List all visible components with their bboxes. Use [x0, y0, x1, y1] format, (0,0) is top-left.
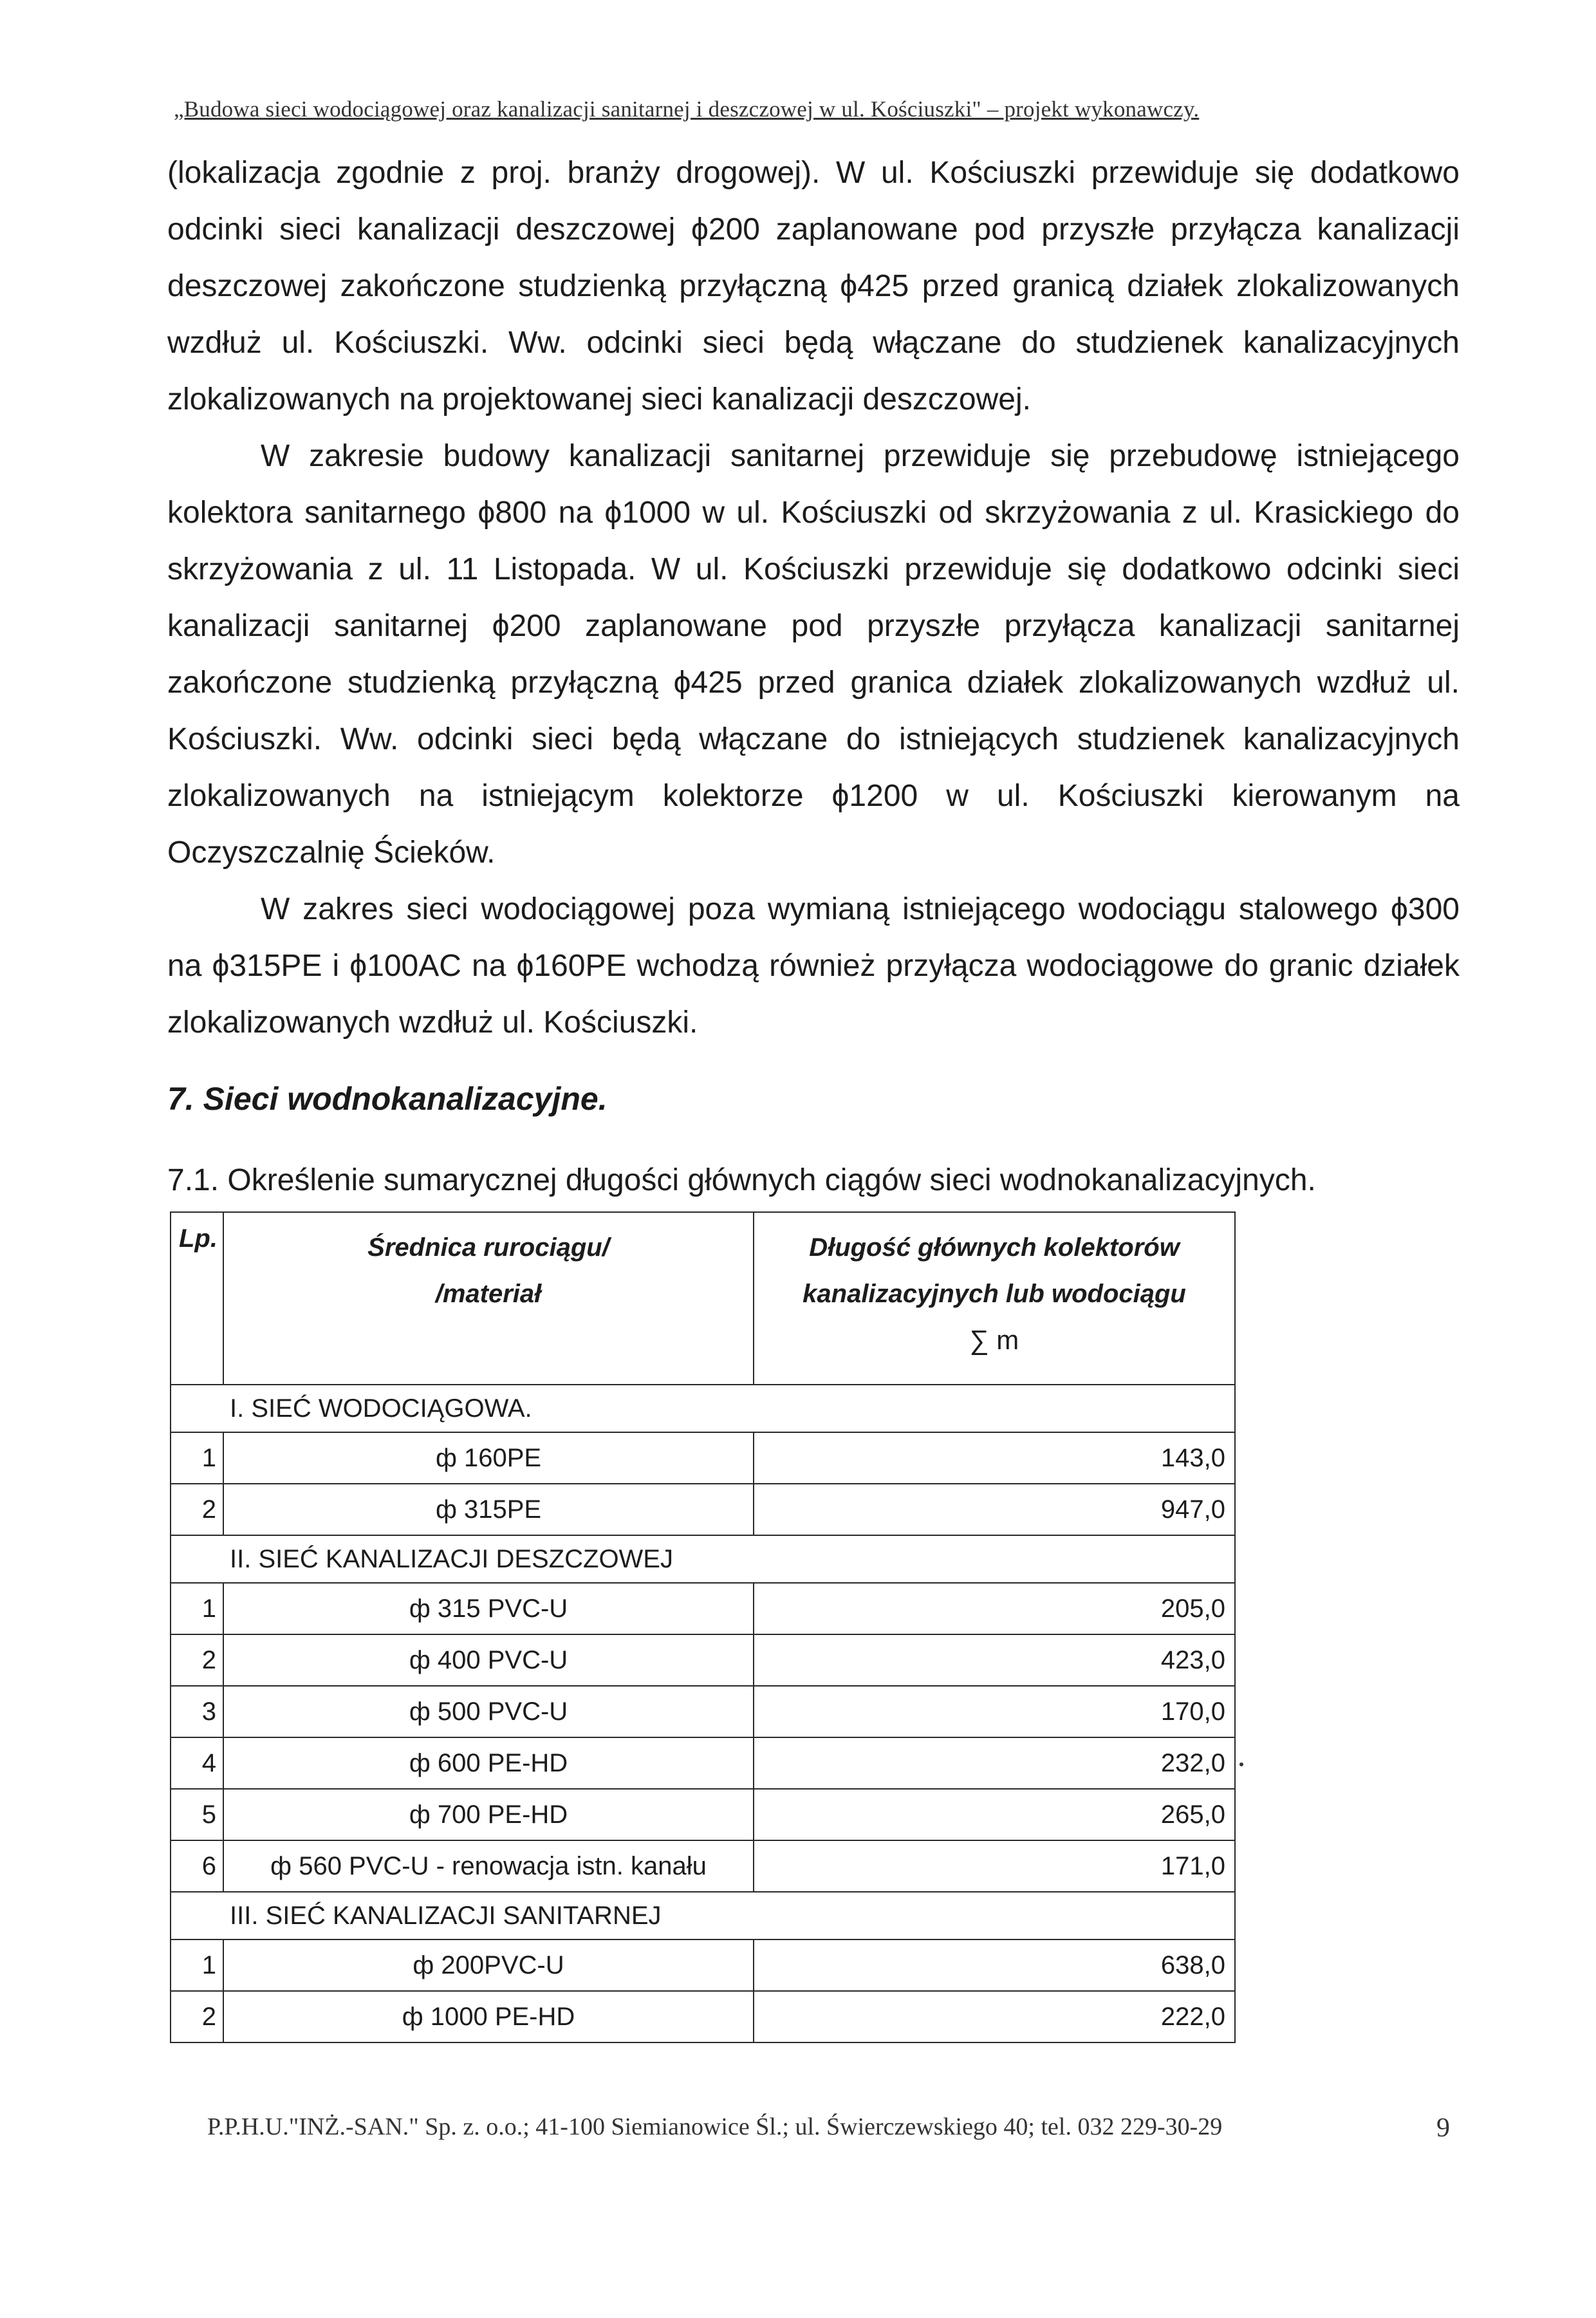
paragraph-sanitary-sewer: W zakresie budowy kanalizacji sanitarnej przewiduje się przebudowę istniejącego kolektora sanitarnego ϕ800 na ϕ1000 w ul. Kościuszki od skrzyżowania z ul. Krasickiego do skrzyżowania z ul. 11 Listopada. W ul. Kościuszki przewiduje się dodatkowo odcinki sieci kanalizacji sanitarnej ϕ200 zaplanowane pod przyszłe przyłącza kanalizacji sanitarnej zakończone studzienką przyłączną ϕ425 przed granica działek zlokalizowanych wzdłuż ul. Kościuszki. Ww. odcinki sieci będą włączane do istniejących studzienek kanalizacyjnych zlokalizowanych na istniejącym kolektorze ϕ1200 w ul. Kościuszki kierowanym na Oczyszczalnię Ścieków.: [167, 439, 1460, 870]
body-text: [167, 145, 1460, 1051]
cell-lp: 4: [171, 1737, 223, 1789]
cell-lp: 1: [171, 1583, 223, 1634]
cell-diameter: ф 500 PVC-U: [223, 1686, 754, 1737]
cell-length: 423,0: [754, 1634, 1235, 1686]
cell-lp: 2: [171, 1634, 223, 1686]
section-heading: 7. Sieci wodnokanalizacyjne.: [167, 1081, 608, 1117]
group-spacer: [171, 1385, 223, 1432]
table-row: [171, 1840, 1235, 1892]
group-spacer: [171, 1892, 223, 1939]
table-row: [171, 1789, 1235, 1840]
cell-length: 222,0: [754, 1991, 1235, 2042]
cell-length: 638,0: [754, 1939, 1235, 1991]
cell-diameter: ф 700 PE-HD: [223, 1789, 754, 1840]
table-row: [171, 1634, 1235, 1686]
group-title: II. SIEĆ KANALIZACJI DESZCZOWEJ: [223, 1535, 1235, 1583]
cell-diameter: ф 315 PVC-U: [223, 1583, 754, 1634]
table-group-row: [171, 1535, 1235, 1583]
cell-length: 205,0: [754, 1583, 1235, 1634]
cell-diameter: ф 560 PVC-U - renowacja istn. kanału: [223, 1840, 754, 1892]
table-row: [171, 1991, 1235, 2042]
paragraph-storm-sewer-stubs: (lokalizacja zgodnie z proj. branży drogowej). W ul. Kościuszki przewiduje się dodatkowo odcinki sieci kanalizacji deszczowej ϕ200 zaplanowane pod przyszłe przyłącza kanalizacji deszczowej zakończone studzienką przyłączną ϕ425 przed granicą działek zlokalizowanych wzdłuż ul. Kościuszki. Ww. odcinki sieci będą włączane do studzienek kanalizacyjnych zlokalizowanych na projektowanej sieci kanalizacji deszczowej.: [167, 156, 1460, 416]
cell-lp: 1: [171, 1432, 223, 1484]
group-title: I. SIEĆ WODOCIĄGOWA.: [223, 1385, 1235, 1432]
cell-length: 143,0: [754, 1432, 1235, 1484]
header-length-line2: kanalizacyjnych lub wodociągu: [803, 1280, 1186, 1308]
header-diameter: [223, 1212, 754, 1385]
page-number: 9: [1436, 2113, 1450, 2143]
cell-diameter: ф 200PVC-U: [223, 1939, 754, 1991]
cell-length: 232,0: [754, 1737, 1235, 1789]
cell-diameter: ф 400 PVC-U: [223, 1634, 754, 1686]
cell-diameter: ф 600 PE-HD: [223, 1737, 754, 1789]
cell-lp: 2: [171, 1991, 223, 2042]
cell-lp: 2: [171, 1484, 223, 1535]
cell-length: 265,0: [754, 1789, 1235, 1840]
table-group-row: [171, 1892, 1235, 1939]
header-diameter-line2: /materiał: [435, 1280, 542, 1308]
table-row: [171, 1939, 1235, 1991]
table-row: [171, 1484, 1235, 1535]
cell-lp: 1: [171, 1939, 223, 1991]
footer-company: P.P.H.U."INŻ.-SAN." Sp. z. o.o.; 41-100 Siemianowice Śl.; ul. Świerczewskiego 40; tel. 032 229-30-29: [207, 2113, 1223, 2140]
subsection-heading: 7.1. Określenie sumarycznej długości głównych ciągów sieci wodnokanalizacyjnych.: [167, 1163, 1316, 1197]
table-row: [171, 1737, 1235, 1789]
paragraph-water-network: W zakres sieci wodociągowej poza wymianą istniejącego wodociągu stalowego ϕ300 na ϕ315PE i ϕ100AC na ϕ160PE wchodzą również przyłącza wodociągowe do granic działek zlokalizowanych wzdłuż ul. Kościuszki.: [167, 892, 1460, 1040]
cell-diameter: ф 160PE: [223, 1432, 754, 1484]
group-title: III. SIEĆ KANALIZACJI SANITARNEJ: [223, 1892, 1235, 1939]
network-length-table: [170, 1211, 1236, 2043]
table-header-row: [171, 1212, 1235, 1385]
header-diameter-line1: Średnica rurociągu/: [367, 1233, 609, 1262]
header-length: [754, 1212, 1235, 1385]
header-length-unit: ∑ m: [969, 1325, 1019, 1355]
group-spacer: [171, 1535, 223, 1583]
table-row: [171, 1583, 1235, 1634]
table-row: [171, 1432, 1235, 1484]
cell-diameter: ф 315PE: [223, 1484, 754, 1535]
header-length-line1: Długość głównych kolektorów: [809, 1233, 1180, 1262]
table-row: [171, 1686, 1235, 1737]
header-lp: Lp.: [171, 1212, 223, 1385]
scan-speck: [1239, 1762, 1243, 1766]
table-group-row: [171, 1385, 1235, 1432]
cell-lp: 5: [171, 1789, 223, 1840]
cell-diameter: ф 1000 PE-HD: [223, 1991, 754, 2042]
cell-length: 171,0: [754, 1840, 1235, 1892]
cell-lp: 6: [171, 1840, 223, 1892]
running-header: „Budowa sieci wodociągowej oraz kanalizacji sanitarnej i deszczowej w ul. Kościuszki" – projekt wykonawczy.: [174, 97, 1200, 122]
cell-length: 170,0: [754, 1686, 1235, 1737]
cell-length: 947,0: [754, 1484, 1235, 1535]
cell-lp: 3: [171, 1686, 223, 1737]
